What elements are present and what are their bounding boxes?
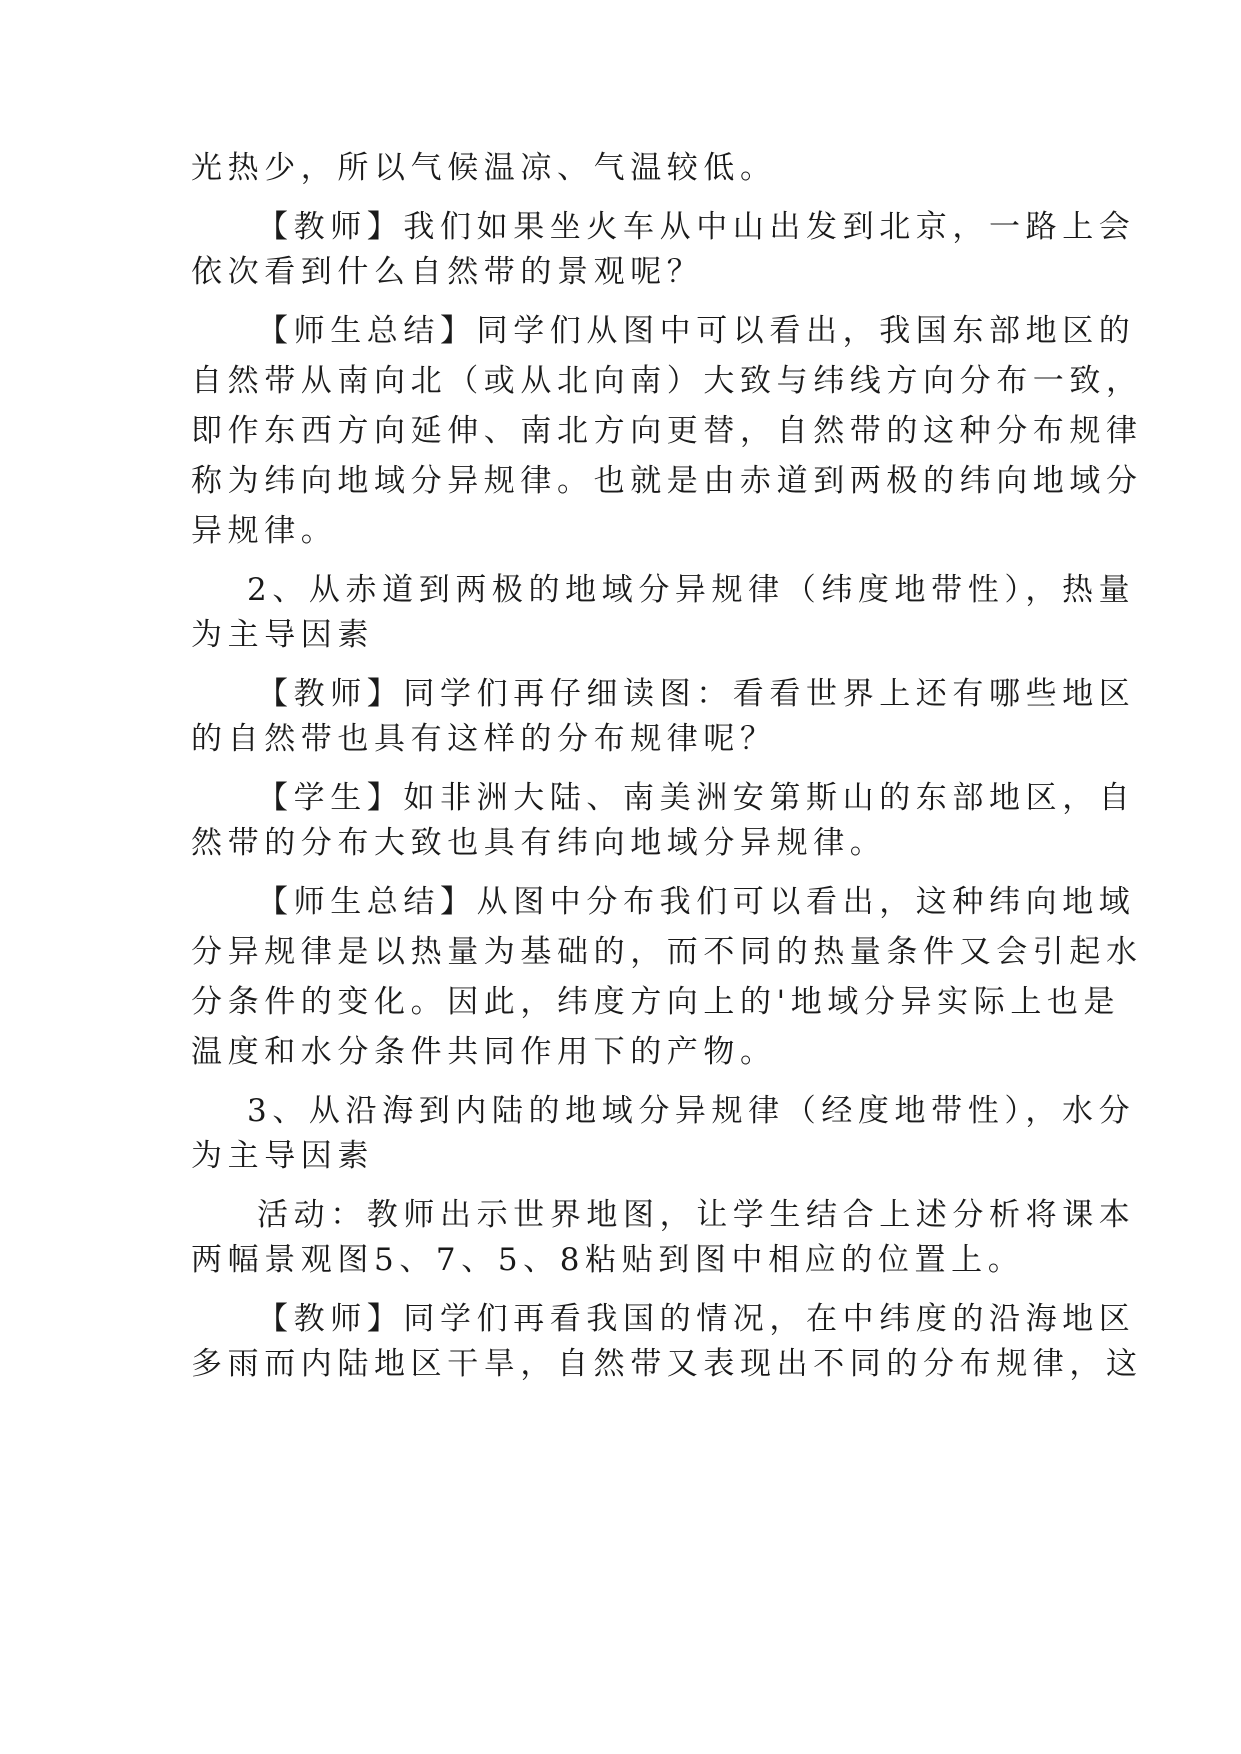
text-line: 称为纬向地域分异规律。也就是由赤道到两极的纬向地域分 (191, 463, 1143, 499)
text-line: 活动：教师出示世界地图，让学生结合上述分析将课本 (257, 1197, 1136, 1233)
section-heading-cont: 为主导因素 (191, 617, 374, 653)
text-line: 自然带从南向北（或从北向南）大致与纬线方向分布一致， (191, 363, 1143, 399)
text-line: 多雨而内陆地区干旱，自然带又表现出不同的分布规律，这 (191, 1346, 1143, 1382)
section-heading: 2、从赤道到两极的地域分异规律（纬度地带性），热量 (247, 572, 1136, 608)
text-line: 【教师】我们如果坐火车从中山出发到北京，一路上会 (257, 209, 1136, 245)
text-line: 【教师】同学们再看我国的情况，在中纬度的沿海地区 (257, 1301, 1136, 1337)
text-line: 然带的分布大致也具有纬向地域分异规律。 (191, 825, 887, 861)
text-line: 【师生总结】从图中分布我们可以看出，这种纬向地域 (257, 884, 1136, 920)
text-line: 光热少，所以气候温凉、气温较低。 (191, 150, 777, 186)
text-line: 【教师】同学们再仔细读图：看看世界上还有哪些地区 (257, 676, 1136, 712)
text-line: 分条件的变化。因此，纬度方向上的'地域分异实际上也是 (191, 984, 1121, 1020)
text-line: 温度和水分条件共同作用下的产物。 (191, 1034, 777, 1070)
text-line: 【师生总结】同学们从图中可以看出，我国东部地区的 (257, 313, 1136, 349)
text-line: 依次看到什么自然带的景观呢？ (191, 254, 704, 290)
text-line: 的自然带也具有这样的分布规律呢？ (191, 721, 777, 757)
section-heading: 3、从沿海到内陆的地域分异规律（经度地带性），水分 (247, 1093, 1136, 1129)
text-line: 【学生】如非洲大陆、南美洲安第斯山的东部地区，自 (257, 780, 1136, 816)
text-line: 两幅景观图5、7、5、8粘贴到图中相应的位置上。 (191, 1242, 1025, 1278)
text-line: 即作东西方向延伸、南北方向更替，自然带的这种分布规律 (191, 413, 1143, 449)
text-line: 异规律。 (191, 513, 338, 549)
text-line: 分异规律是以热量为基础的，而不同的热量条件又会引起水 (191, 934, 1143, 970)
section-heading-cont: 为主导因素 (191, 1138, 374, 1174)
